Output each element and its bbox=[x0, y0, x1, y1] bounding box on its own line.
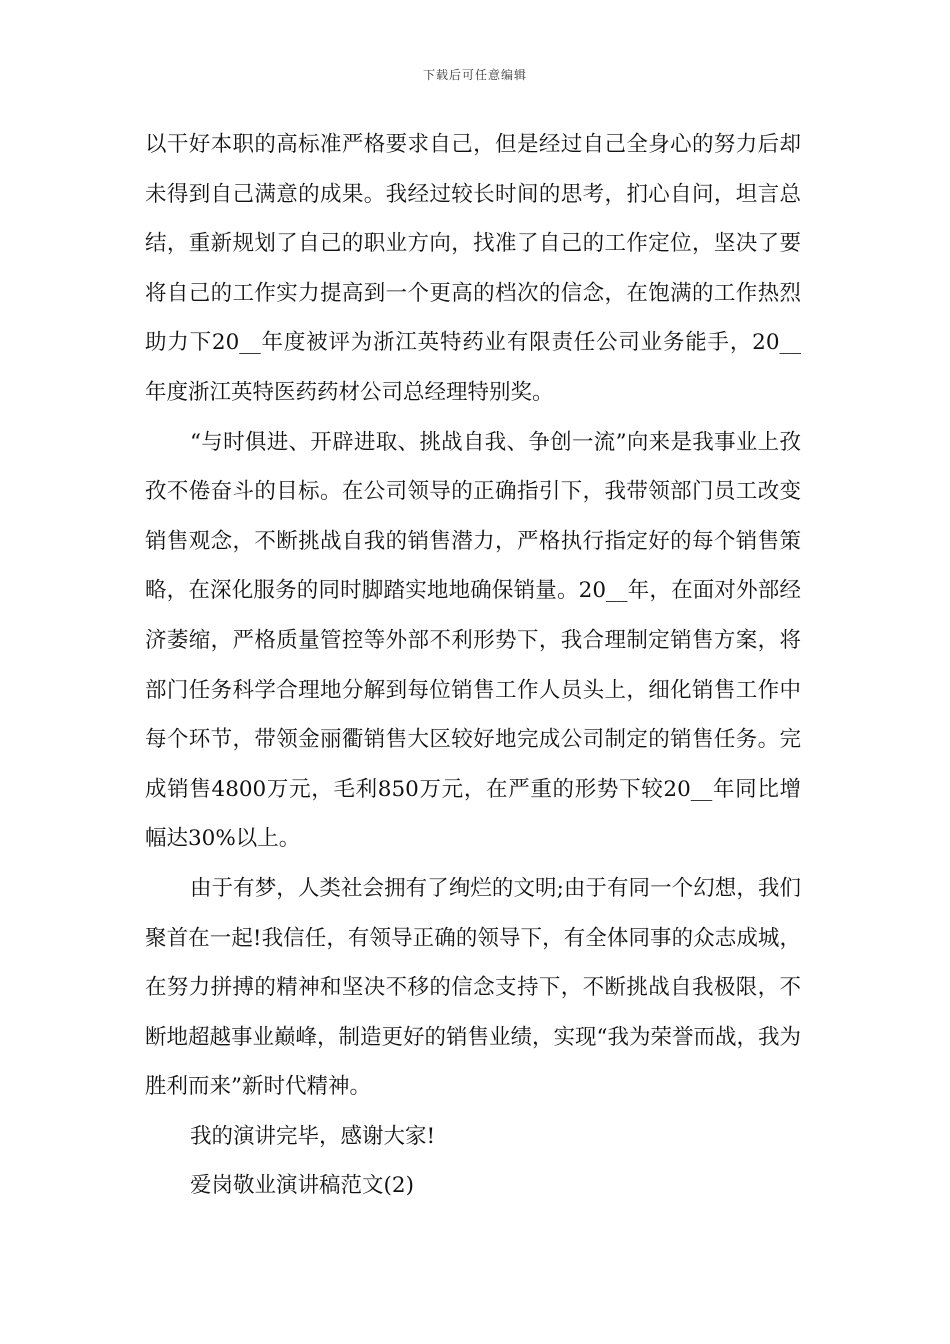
header-note: 下载后可任意编辑 bbox=[422, 68, 527, 82]
next-section-title: 爱岗敬业演讲稿范文(2) bbox=[190, 1173, 414, 1199]
closing-line: 我的演讲完毕，感谢大家! bbox=[190, 1123, 436, 1149]
document-body bbox=[145, 120, 801, 1211]
paragraph-1: 以干好本职的高标准严格要求自己，但是经过自己全身心的努力后却未得到自己满意的成果。我经过较长时间的思考，扪心自问，坦言总结，重新规划了自己的职业方向，找准了自己的工作定位，坚决了要将自己的工作实力提高到一个更高的档次的信念，在饱满的工作热烈助力下20__年度被评为浙江英特药业有限责任公司业务能手，20__年度浙江英特医药药材公司总经理特别奖。 bbox=[145, 132, 801, 405]
paragraph-3: 由于有梦，人类社会拥有了绚烂的文明;由于有同一个幻想，我们聚首在一起!我信任，有领导正确的领导下，有全体同事的众志成城，在努力拼搏的精神和坚决不移的信念支持下，不断挑战自我极限，不断地超越事业巅峰，制造更好的销售业绩，实现“我为荣誉而战，我为胜利而来”新时代精神。 bbox=[145, 875, 801, 1100]
paragraph-2: “与时俱进、开辟进取、挑战自我、争创一流”向来是我事业上孜孜不倦奋斗的目标。在公司领导的正确指引下，我带领部门员工改变销售观念，不断挑战自我的销售潜力，严格执行指定好的每个销售策略，在深化服务的同时脚踏实地地确保销量。20__年，在面对外部经济萎缩，严格质量管控等外部不利形势下，我合理制定销售方案，将部门任务科学合理地分解到每位销售工作人员头上，细化销售工作中每个环节，带领金丽衢销售大区较好地完成公司制定的销售任务。完成销售4800万元，毛利850万元，在严重的形势下较20__年同比增幅达30%以上。 bbox=[145, 429, 801, 852]
